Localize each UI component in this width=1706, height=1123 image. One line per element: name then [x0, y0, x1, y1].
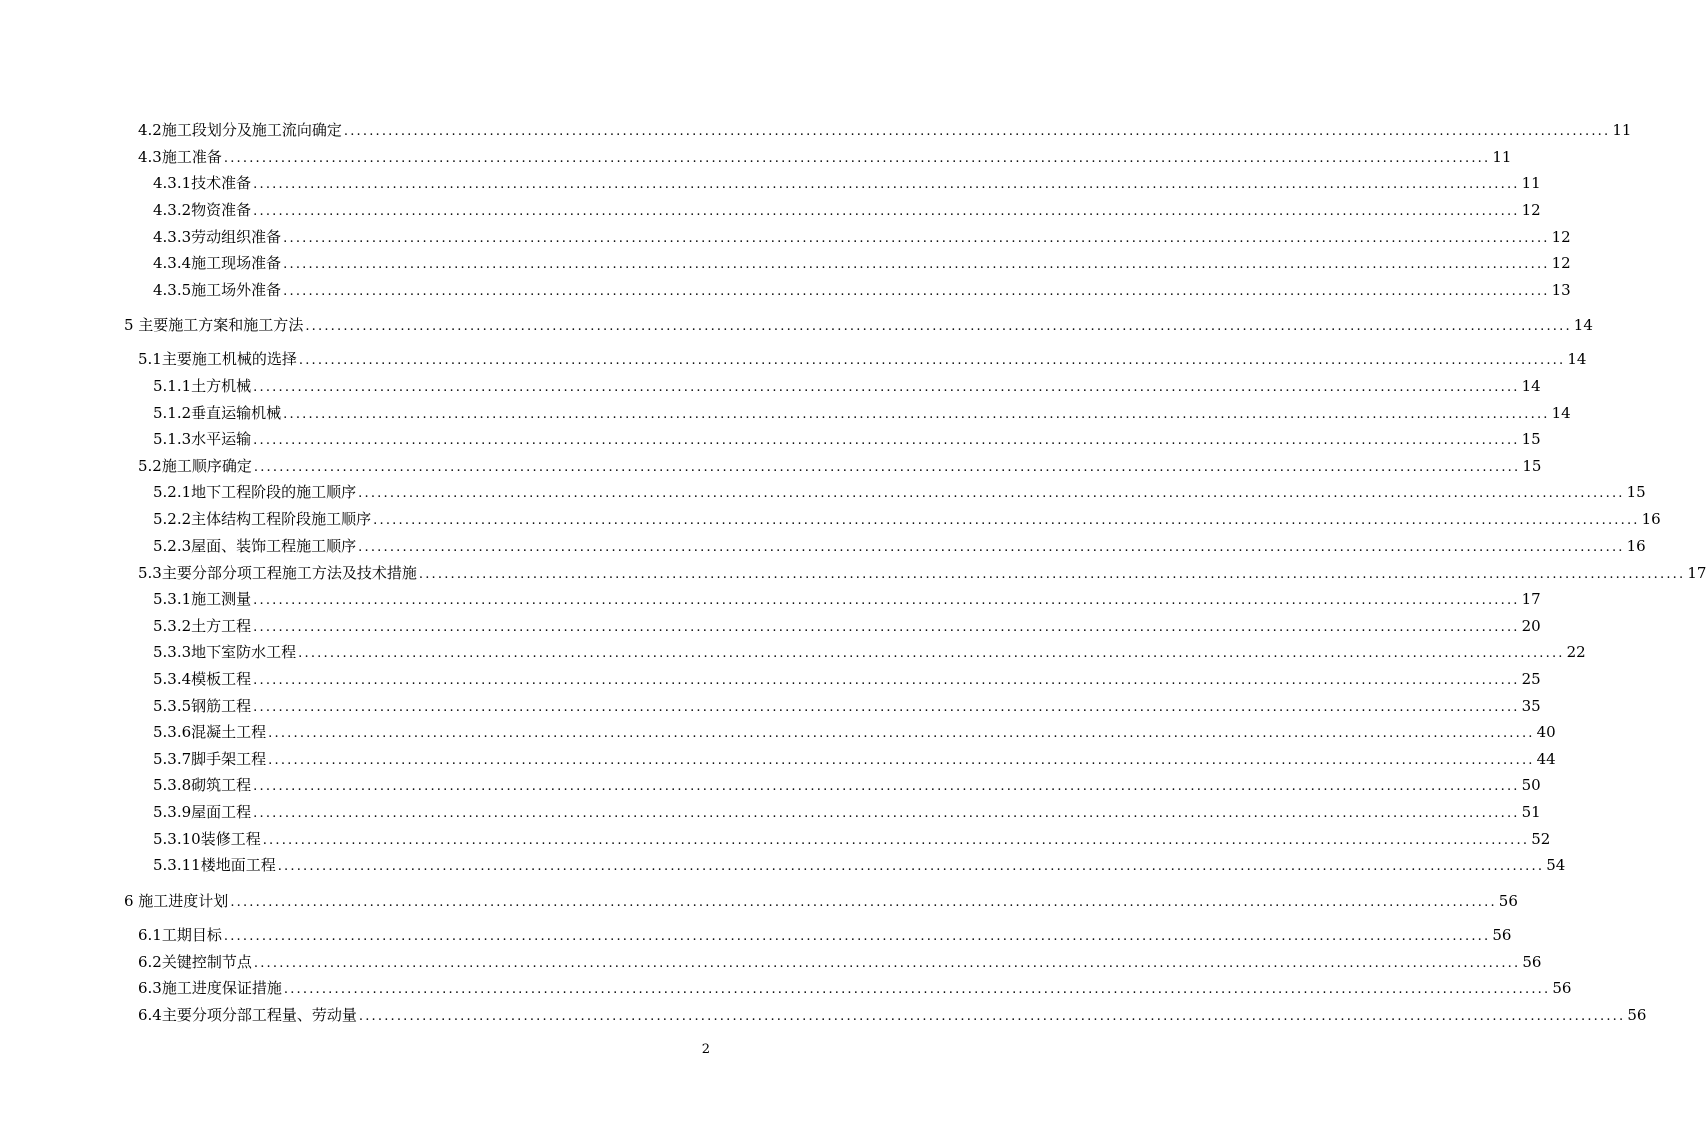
toc-entry-page: 56 — [1498, 892, 1518, 910]
page-number: 2 — [701, 1042, 710, 1057]
toc-entry-title: 5.3.7脚手架工程 — [153, 750, 267, 768]
toc-entry[interactable] — [153, 748, 1556, 770]
toc-entry-title: 6.3施工进度保证措施 — [138, 979, 282, 997]
toc-entry[interactable] — [153, 721, 1556, 743]
toc-entry-title: 4.3.5施工场外准备 — [153, 281, 282, 299]
toc-entry[interactable] — [153, 279, 1571, 301]
toc-entry[interactable] — [138, 119, 1632, 141]
toc-entry[interactable] — [138, 951, 1542, 973]
toc-dot-leader: ........................................................................................................................................................................................................ — [253, 779, 1520, 794]
toc-entry-title: 5.3.1施工测量 — [153, 590, 252, 608]
toc-entry-title: 5.3.6混凝土工程 — [153, 723, 267, 741]
toc-entry-page: 50 — [1521, 776, 1541, 794]
toc-entry-page: 51 — [1521, 803, 1541, 821]
toc-dot-leader: ........................................................................................................................................................................................................ — [418, 567, 1686, 582]
toc-entry-title: 5.3.4模板工程 — [153, 670, 252, 688]
toc-entry-title: 5.3.10装修工程 — [153, 830, 261, 848]
toc-entry-title: 5.3.5钢筋工程 — [153, 697, 252, 715]
toc-entry-title: 4.3施工准备 — [138, 148, 222, 166]
toc-entry-title: 5.3.3地下室防水工程 — [153, 643, 297, 661]
toc-entry-page: 22 — [1566, 643, 1586, 661]
toc-entry[interactable] — [153, 774, 1541, 796]
toc-dot-leader: ........................................................................................................................................................................................................ — [262, 833, 1530, 848]
toc-entry[interactable] — [153, 199, 1541, 221]
toc-entry[interactable] — [153, 402, 1571, 424]
toc-entry[interactable] — [153, 588, 1541, 610]
toc-entry-page: 11 — [1521, 174, 1541, 192]
toc-entry-title: 5.3主要分部分项工程施工方法及技术措施 — [138, 564, 417, 582]
toc-entry-title: 5.2施工顺序确定 — [138, 457, 252, 475]
toc-dot-leader: ........................................................................................................................................................................................................ — [253, 433, 1520, 448]
toc-entry[interactable] — [153, 481, 1646, 503]
toc-dot-leader: ........................................................................................................................................................................................................ — [253, 460, 1521, 475]
toc-entry[interactable] — [138, 146, 1512, 168]
toc-entry-title: 4.3.2物资准备 — [153, 201, 252, 219]
toc-dot-leader: ........................................................................................................................................................................................................ — [223, 151, 1491, 166]
toc-entry[interactable] — [138, 1004, 1647, 1026]
toc-entry[interactable] — [138, 455, 1542, 477]
toc-dot-leader: ........................................................................................................................................................................................................ — [277, 859, 1545, 874]
toc-entry[interactable] — [138, 348, 1587, 370]
toc-entry-title: 6 施工进度计划 — [124, 892, 229, 910]
toc-entry-page: 16 — [1626, 537, 1646, 555]
toc-entry-page: 14 — [1573, 316, 1593, 334]
toc-entry[interactable] — [153, 615, 1541, 637]
toc-entry-title: 5.1主要施工机械的选择 — [138, 350, 297, 368]
toc-entry[interactable] — [124, 890, 1518, 912]
toc-entry-title: 4.3.1技术准备 — [153, 174, 252, 192]
toc-entry-page: 15 — [1626, 483, 1646, 501]
toc-entry-page: 25 — [1521, 670, 1541, 688]
toc-entry-page: 40 — [1536, 723, 1556, 741]
toc-entry-title: 5.3.9屋面工程 — [153, 803, 252, 821]
toc-dot-leader: ........................................................................................................................................................................................................ — [253, 380, 1520, 395]
toc-entry[interactable] — [138, 924, 1512, 946]
toc-entry-title: 5.3.8砌筑工程 — [153, 776, 252, 794]
toc-entry-page: 56 — [1627, 1006, 1647, 1024]
toc-entry[interactable] — [153, 641, 1586, 663]
toc-entry-page: 12 — [1551, 254, 1571, 272]
toc-entry-title: 6.4主要分项分部工程量、劳动量 — [138, 1006, 357, 1024]
toc-entry-title: 5 主要施工方案和施工方法 — [124, 316, 304, 334]
toc-dot-leader: ........................................................................................................................................................................................................ — [283, 231, 1550, 246]
toc-entry[interactable] — [153, 375, 1541, 397]
toc-entry[interactable] — [153, 854, 1566, 876]
toc-entry[interactable] — [153, 428, 1541, 450]
toc-entry-page: 54 — [1546, 856, 1566, 874]
toc-dot-leader: ........................................................................................................................................................................................................ — [230, 895, 1497, 910]
toc-dot-leader: ........................................................................................................................................................................................................ — [373, 513, 1640, 528]
toc-entry[interactable] — [153, 172, 1541, 194]
toc-entry[interactable] — [153, 252, 1571, 274]
toc-dot-leader: ........................................................................................................................................................................................................ — [253, 620, 1520, 635]
toc-entry-title: 6.2关键控制节点 — [138, 953, 252, 971]
toc-entry-page: 14 — [1567, 350, 1587, 368]
toc-entry-title: 5.2.3屋面、装饰工程施工顺序 — [153, 537, 357, 555]
toc-entry-title: 6.1工期目标 — [138, 926, 222, 944]
toc-dot-leader: ........................................................................................................................................................................................................ — [358, 486, 1625, 501]
toc-entry[interactable] — [153, 226, 1571, 248]
toc-entry-page: 52 — [1531, 830, 1551, 848]
toc-entry-title: 4.3.3劳动组织准备 — [153, 228, 282, 246]
toc-entry-title: 4.2施工段划分及施工流向确定 — [138, 121, 342, 139]
toc-entry-page: 12 — [1521, 201, 1541, 219]
toc-entry-title: 5.1.3水平运输 — [153, 430, 252, 448]
toc-entry[interactable] — [124, 314, 1593, 336]
toc-entry-page: 35 — [1521, 697, 1541, 715]
toc-entry-page: 56 — [1552, 979, 1572, 997]
toc-dot-leader: ........................................................................................................................................................................................................ — [358, 540, 1625, 555]
toc-entry-page: 14 — [1551, 404, 1571, 422]
toc-entry[interactable] — [153, 508, 1661, 530]
toc-entry[interactable] — [153, 801, 1541, 823]
toc-entry-title: 5.1.1土方机械 — [153, 377, 252, 395]
toc-dot-leader: ........................................................................................................................................................................................................ — [253, 204, 1520, 219]
toc-entry[interactable] — [153, 695, 1541, 717]
toc-dot-leader: ........................................................................................................................................................................................................ — [283, 982, 1551, 997]
toc-entry-page: 16 — [1641, 510, 1661, 528]
toc-dot-leader: ........................................................................................................................................................................................................ — [253, 806, 1520, 821]
toc-entry-page: 44 — [1536, 750, 1556, 768]
toc-entry-page: 11 — [1492, 148, 1512, 166]
toc-entry-page: 14 — [1521, 377, 1541, 395]
toc-dot-leader: ........................................................................................................................................................................................................ — [253, 700, 1520, 715]
toc-dot-leader: ........................................................................................................................................................................................................ — [343, 124, 1611, 139]
toc-entry-page: 56 — [1492, 926, 1512, 944]
toc-entry-title: 5.1.2垂直运输机械 — [153, 404, 282, 422]
toc-entry[interactable] — [138, 977, 1572, 999]
toc-entry-page: 15 — [1522, 457, 1542, 475]
toc-entry[interactable] — [153, 828, 1551, 850]
toc-entry-page: 56 — [1522, 953, 1542, 971]
toc-dot-leader: ........................................................................................................................................................................................................ — [283, 257, 1550, 272]
toc-entry-title: 5.2.1地下工程阶段的施工顺序 — [153, 483, 357, 501]
toc-entry-page: 20 — [1521, 617, 1541, 635]
toc-dot-leader: ........................................................................................................................................................................................................ — [268, 753, 1535, 768]
toc-dot-leader: ........................................................................................................................................................................................................ — [253, 956, 1521, 971]
toc-entry-title: 4.3.4施工现场准备 — [153, 254, 282, 272]
toc-dot-leader: ........................................................................................................................................................................................................ — [253, 673, 1520, 688]
toc-entry-title: 5.3.2土方工程 — [153, 617, 252, 635]
toc-entry-page: 12 — [1551, 228, 1571, 246]
toc-dot-leader: ........................................................................................................................................................................................................ — [253, 593, 1520, 608]
toc-entry[interactable] — [153, 668, 1541, 690]
toc-entry[interactable] — [153, 535, 1646, 557]
toc-dot-leader: ........................................................................................................................................................................................................ — [223, 929, 1491, 944]
toc-dot-leader: ........................................................................................................................................................................................................ — [283, 284, 1550, 299]
toc-entry-title: 5.3.11楼地面工程 — [153, 856, 276, 874]
toc-dot-leader: ........................................................................................................................................................................................................ — [298, 353, 1566, 368]
toc-entry-page: 15 — [1521, 430, 1541, 448]
toc-entry-page: 11 — [1612, 121, 1632, 139]
toc-dot-leader: ........................................................................................................................................................................................................ — [253, 177, 1520, 192]
toc-dot-leader: ........................................................................................................................................................................................................ — [283, 407, 1550, 422]
toc-entry-title: 5.2.2主体结构工程阶段施工顺序 — [153, 510, 372, 528]
toc-dot-leader: ........................................................................................................................................................................................................ — [305, 319, 1572, 334]
toc-dot-leader: ........................................................................................................................................................................................................ — [268, 726, 1535, 741]
toc-entry-page: 13 — [1551, 281, 1571, 299]
toc-dot-leader: ........................................................................................................................................................................................................ — [298, 646, 1565, 661]
toc-entry[interactable] — [138, 562, 1706, 584]
toc-entry-page: 17 — [1521, 590, 1541, 608]
toc-dot-leader: ........................................................................................................................................................................................................ — [358, 1009, 1626, 1024]
toc-entry-page: 17 — [1687, 564, 1706, 582]
